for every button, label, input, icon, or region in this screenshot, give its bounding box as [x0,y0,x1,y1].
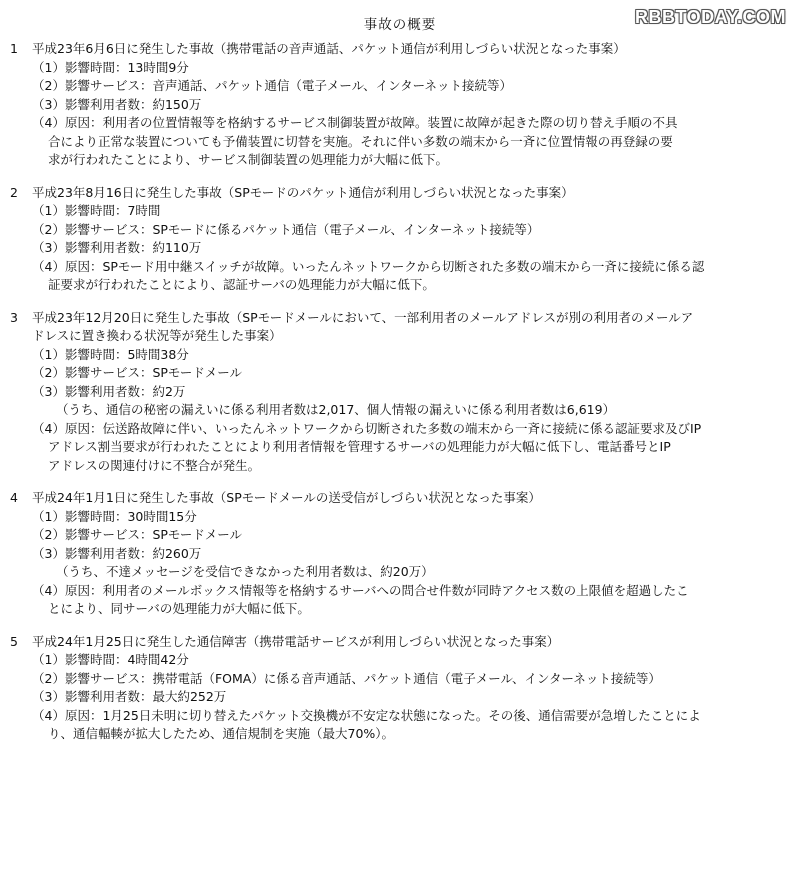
incident-heading [10,309,794,328]
incident-number: 1 [10,41,18,56]
cause-line: アドレスの関連付けに不整合が発生。 [48,457,261,473]
incident-heading [10,40,794,59]
impact-users: （3）影響利用者数：約2万 [32,383,186,399]
cause-line: （4）原因：利用者のメールボックス情報等を格納するサーバへの問合せ件数が同時アクセス数の上限値を超過したこ [32,582,689,598]
cause-line: アドレス割当要求が行われたことにより利用者情報を管理するサーバの処理能力が大幅に低下し、電話番号とIP [48,439,671,454]
impact-service: （2）影響サービス：携帯電話（FOMA）に係る音声通話、パケット通信（電子メール、インターネット接続等） [32,670,661,686]
incident-heading [10,489,794,508]
incident-number: 4 [10,490,18,505]
impact-users: （3）影響利用者数：最大約252万 [32,689,227,704]
impact-users-note: （うち、不達メッセージを受信できなかった利用者数は、約20万） [56,564,434,579]
incident-3 [10,309,794,476]
incident-title: 平成23年6月6日に発生した事故（携帯電話の音声通話、パケット通信が利用しづらい状況となった事案） [32,41,626,56]
incident-title: 平成24年1月1日に発生した事故（SPモードメールの送受信がしづらい状況となった事案） [32,490,541,505]
incident-4 [10,489,794,619]
incident-heading [10,633,794,652]
incident-number: 5 [10,633,18,649]
impact-users: （3）影響利用者数：約150万 [32,96,202,112]
impact-users-note: （うち、通信の秘密の漏えいに係る利用者数は2,017、個人情報の漏えいに係る利用者数は6,619） [56,402,616,417]
impact-service: （2）影響サービス：SPモードメール [32,365,243,380]
incident-heading [10,184,794,203]
cause-line: 証要求が行われたことにより、認証サーバの処理能力が大幅に低下。 [48,277,435,292]
watermark-logo: RBBTODAY.COM [634,7,786,27]
cause-line: （4）原因：1月25日未明に切り替えたパケット交換機が不安定な状態になった。その後、通信需要が急増したことによ [32,707,701,723]
impact-duration: （1）影響時間：13時間9分 [32,59,189,75]
impact-duration: （1）影響時間：30時間15分 [32,508,197,524]
incident-number: 3 [10,309,18,325]
incident-5 [10,633,794,744]
incident-2 [10,184,794,295]
impact-users: （3）影響利用者数：約110万 [32,240,202,255]
incident-title: 平成23年12月20日に発生した事故（SPモードメールにおいて、一部利用者のメールアドレスが別の利用者のメールア [32,309,694,325]
cause-line: り、通信輻輳が拡大したため、通信規制を実施（最大70%）。 [48,726,395,741]
cause-line: とにより、同サーバの処理能力が大幅に低下。 [48,601,310,616]
incident-title-continued: ドレスに置き換わる状況等が発生した事案） [32,328,282,343]
incident-number: 2 [10,184,18,200]
impact-duration: （1）影響時間：5時間38分 [32,346,189,362]
cause-line: （4）原因：SPモード用中継スイッチが故障。いったんネットワークから切断された多数の端末から一斉に接続に係る認 [32,258,705,274]
cause-line: 合により正常な装置についても予備装置に切替を実施。それに伴い多数の端末から一斉に位置情報の再登録の要 [48,133,673,149]
cause-line: （4）原因：利用者の位置情報等を格納するサービス制御装置が故障。装置に故障が起きた際の切り替え手順の不具 [32,115,678,130]
incident-title: 平成23年8月16日に発生した事故（SPモードのパケット通信が利用しづらい状況となった事案） [32,184,574,200]
impact-service: （2）影響サービス：音声通話、パケット通信（電子メール、インターネット接続等） [32,78,512,93]
incident-1 [10,40,794,170]
impact-duration: （1）影響時間：7時間 [32,203,161,218]
document-title: 事故の概要 [363,17,437,33]
impact-service: （2）影響サービス：SPモードメール [32,527,243,542]
impact-service: （2）影響サービス：SPモードに係るパケット通信（電子メール、インターネット接続等） [32,221,540,237]
impact-users: （3）影響利用者数：約260万 [32,545,202,561]
cause-line: 求が行われたことにより、サービス制御装置の処理能力が大幅に低下。 [48,152,449,167]
impact-duration: （1）影響時間：4時間42分 [32,652,189,667]
cause-line: （4）原因：伝送路故障に伴い、いったんネットワークから切断された多数の端末から一斉に接続に係る認証要求及びIP [32,420,702,436]
incident-list [10,40,794,744]
incident-title: 平成24年1月25日に発生した通信障害（携帯電話サービスが利用しづらい状況となった事案） [32,633,560,649]
